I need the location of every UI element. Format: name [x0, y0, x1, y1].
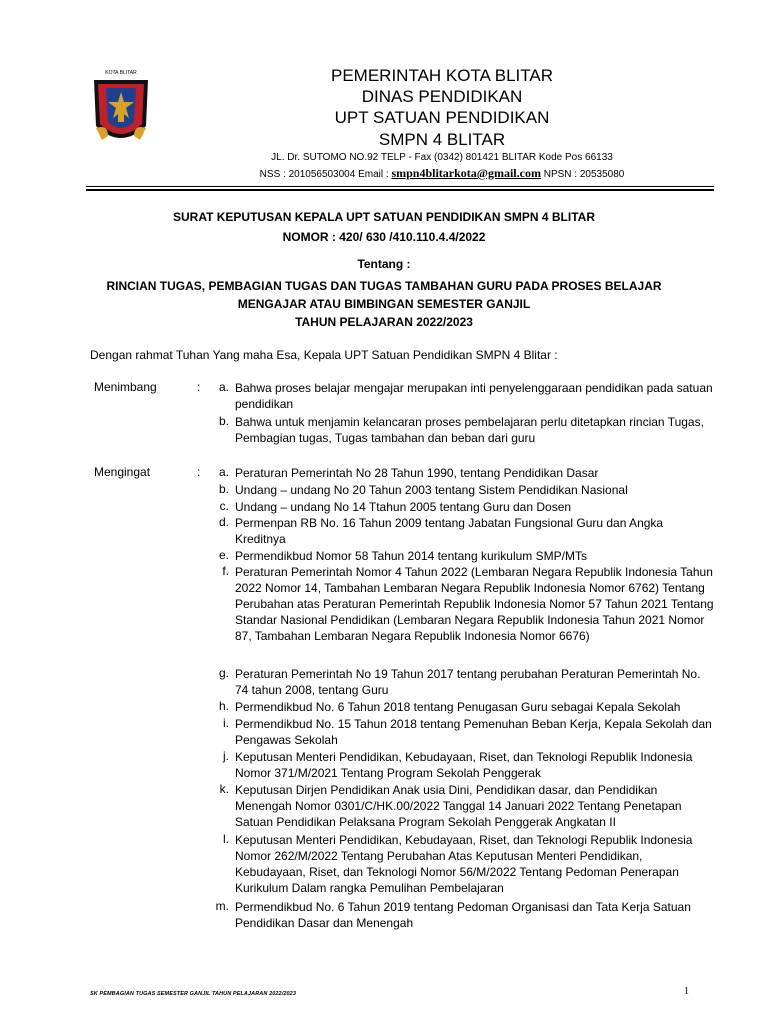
- list-item: Bahwa untuk menjamin kelancaran proses pembelajaran perlu ditetapkan rincian Tugas, Pembagian tugas, Tugas tambahan dan beban dari guru: [235, 415, 704, 445]
- list-item-letter: m.: [215, 899, 229, 913]
- section-label-mengingat: Mengingat: [94, 465, 151, 479]
- list-item: Bahwa proses belajar mengajar merupakan inti penyelenggaraan pendidikan pada satuan pendidikan: [235, 381, 713, 411]
- list-item: Permendikbud Nomor 58 Tahun 2014 tentang kurikulum SMP/MTs: [235, 549, 587, 563]
- decree-subject-line2: MENGAJAR ATAU BIMBINGAN SEMESTER GANJIL: [237, 297, 531, 311]
- decree-tentang: Tentang :: [357, 257, 411, 271]
- section-label-menimbang: Menimbang: [94, 380, 157, 394]
- list-item: Peraturan Pemerintah Nomor 4 Tahun 2022 (Lembaran Negara Republik Indonesia Tahun 2022 Nomor 14, Tambahan Lembaran Negara Republik Indonesia Nomor 6762) Tentang Perubahan atas Peraturan Pemerintah Republik Indonesia Nomor 57 Tahun 2021 Tentang Standar Nasional Pendidikan (Lembaran Negara Republik Indonesia Tahun 2021 Nomor 87, Tambahan Lembaran Negara Republik Indonesia Nomor 6676): [235, 565, 714, 643]
- list-item-letter: c.: [219, 499, 229, 513]
- list-item: Peraturan Pemerintah No 19 Tahun 2017 tentang perubahan Peraturan Pemerintah No. 74 tahun 2008, tentang Guru: [235, 667, 701, 697]
- letterhead-contact: [150, 166, 734, 181]
- list-item-letter: b.: [218, 414, 229, 428]
- section-colon: :: [197, 380, 201, 394]
- list-item: Permendikbud No. 6 Tahun 2019 tentang Pedoman Organisasi dan Tata Kerja Satuan Pendidikan Dasar dan Menengah: [235, 900, 691, 930]
- city-emblem-icon: [88, 66, 154, 156]
- list-item: Keputusan Menteri Pendidikan, Kebudayaan, Riset, dan Teknologi Republik Indonesia Nomor 262/M/2022 Tentang Perubahan Atas Keputusan Menteri Pendidikan, Kebudayaan, Riset, dan Teknologi Nomor 56/M/2022 Tentang Pedoman Penerapan Kurikulum Dalam rangka Pemulihan Pembelajaran: [235, 833, 693, 895]
- letterhead-divider-thick: [86, 189, 714, 191]
- list-item-letter: h.: [218, 699, 229, 713]
- list-item-letter: f.: [222, 564, 229, 578]
- intro-paragraph: Dengan rahmat Tuhan Yang maha Esa, Kepala UPT Satuan Pendidikan SMPN 4 Blitar :: [90, 348, 558, 362]
- letterhead-divider: [86, 186, 714, 187]
- list-item: Keputusan Dirjen Pendidikan Anak usia Dini, Pendidikan dasar, dan Pendidikan Menengah Nomor 0301/C/HK.00/2022 Tanggal 14 Januari 2022 Tentang Penetapan Satuan Pendidikan Pelaksana Program Sekolah Penggerak Angkatan II: [235, 783, 682, 829]
- list-item-letter: k.: [219, 782, 229, 796]
- nss-text: NSS : 201056503004 Email :: [259, 169, 392, 180]
- decree-subject-line3: TAHUN PELAJARAN 2022/2023: [295, 315, 473, 329]
- decree-number: NOMOR : 420/ 630 /410.110.4.4/2022: [282, 230, 486, 244]
- list-item: Keputusan Menteri Pendidikan, Kebudayaan, Riset, dan Teknologi Republik Indonesia Nomor 371/M/2021 Tentang Program Sekolah Penggerak: [235, 750, 693, 780]
- svg-text:KOTA BLITAR: KOTA BLITAR: [105, 70, 137, 76]
- letterhead-address: JL. Dr. SUTOMO NO.92 TELP - Fax (0342) 801421 BLITAR Kode Pos 66133: [271, 152, 613, 163]
- decree-title: SURAT KEPUTUSAN KEPALA UPT SATUAN PENDIDIKAN SMPN 4 BLITAR: [172, 210, 595, 224]
- page-footer: SK PEMBAGIAN TUGAS SEMESTER GANJIL TAHUN PELAJARAN 2022/2023: [90, 991, 296, 997]
- list-item-letter: a.: [218, 465, 229, 479]
- letterhead-school-name: SMPN 4 BLITAR: [378, 130, 506, 149]
- section-colon: :: [197, 465, 201, 479]
- letterhead-line-department: DINAS PENDIDIKAN: [361, 87, 523, 106]
- list-item: Peraturan Pemerintah No 28 Tahun 1990, tentang Pendidikan Dasar: [235, 466, 599, 480]
- decree-subject-line1: RINCIAN TUGAS, PEMBAGIAN TUGAS DAN TUGAS TAMBAHAN GURU PADA PROSES BELAJAR: [106, 279, 662, 293]
- list-item: Permendikbud No. 15 Tahun 2018 tentang Pemenuhan Beban Kerja, Kepala Sekolah dan Pengawas Sekolah: [235, 717, 712, 747]
- kota-blitar-logo: [88, 66, 154, 156]
- list-item: Permendikbud No. 6 Tahun 2018 tentang Penugasan Guru sebagai Kepala Sekolah: [235, 700, 681, 714]
- list-item-letter: e.: [218, 548, 229, 562]
- letterhead-line-unit: UPT SATUAN PENDIDIKAN: [334, 108, 550, 127]
- list-item-letter: d.: [218, 515, 229, 529]
- list-item-letter: i.: [223, 716, 229, 730]
- list-item: Undang – undang No 20 Tahun 2003 tentang Sistem Pendidikan Nasional: [235, 483, 628, 497]
- page-number: 1: [684, 986, 689, 997]
- list-item-letter: j.: [223, 749, 229, 763]
- list-item-letter: g.: [218, 666, 229, 680]
- list-item-letter: b.: [218, 482, 229, 496]
- list-item: Permenpan RB No. 16 Tahun 2009 tentang Jabatan Fungsional Guru dan Angka Kreditnya: [235, 516, 664, 546]
- email-link[interactable]: smpn4blitarkota@gmail.com: [391, 166, 541, 180]
- letterhead-line-government: PEMERINTAH KOTA BLITAR: [331, 66, 553, 85]
- npsn-text: NPSN : 20535080: [540, 169, 625, 180]
- list-item: Undang – undang No 14 Ttahun 2005 tentang Guru dan Dosen: [235, 500, 572, 514]
- list-item-letter: l.: [223, 832, 229, 846]
- list-item-letter: a.: [218, 380, 229, 394]
